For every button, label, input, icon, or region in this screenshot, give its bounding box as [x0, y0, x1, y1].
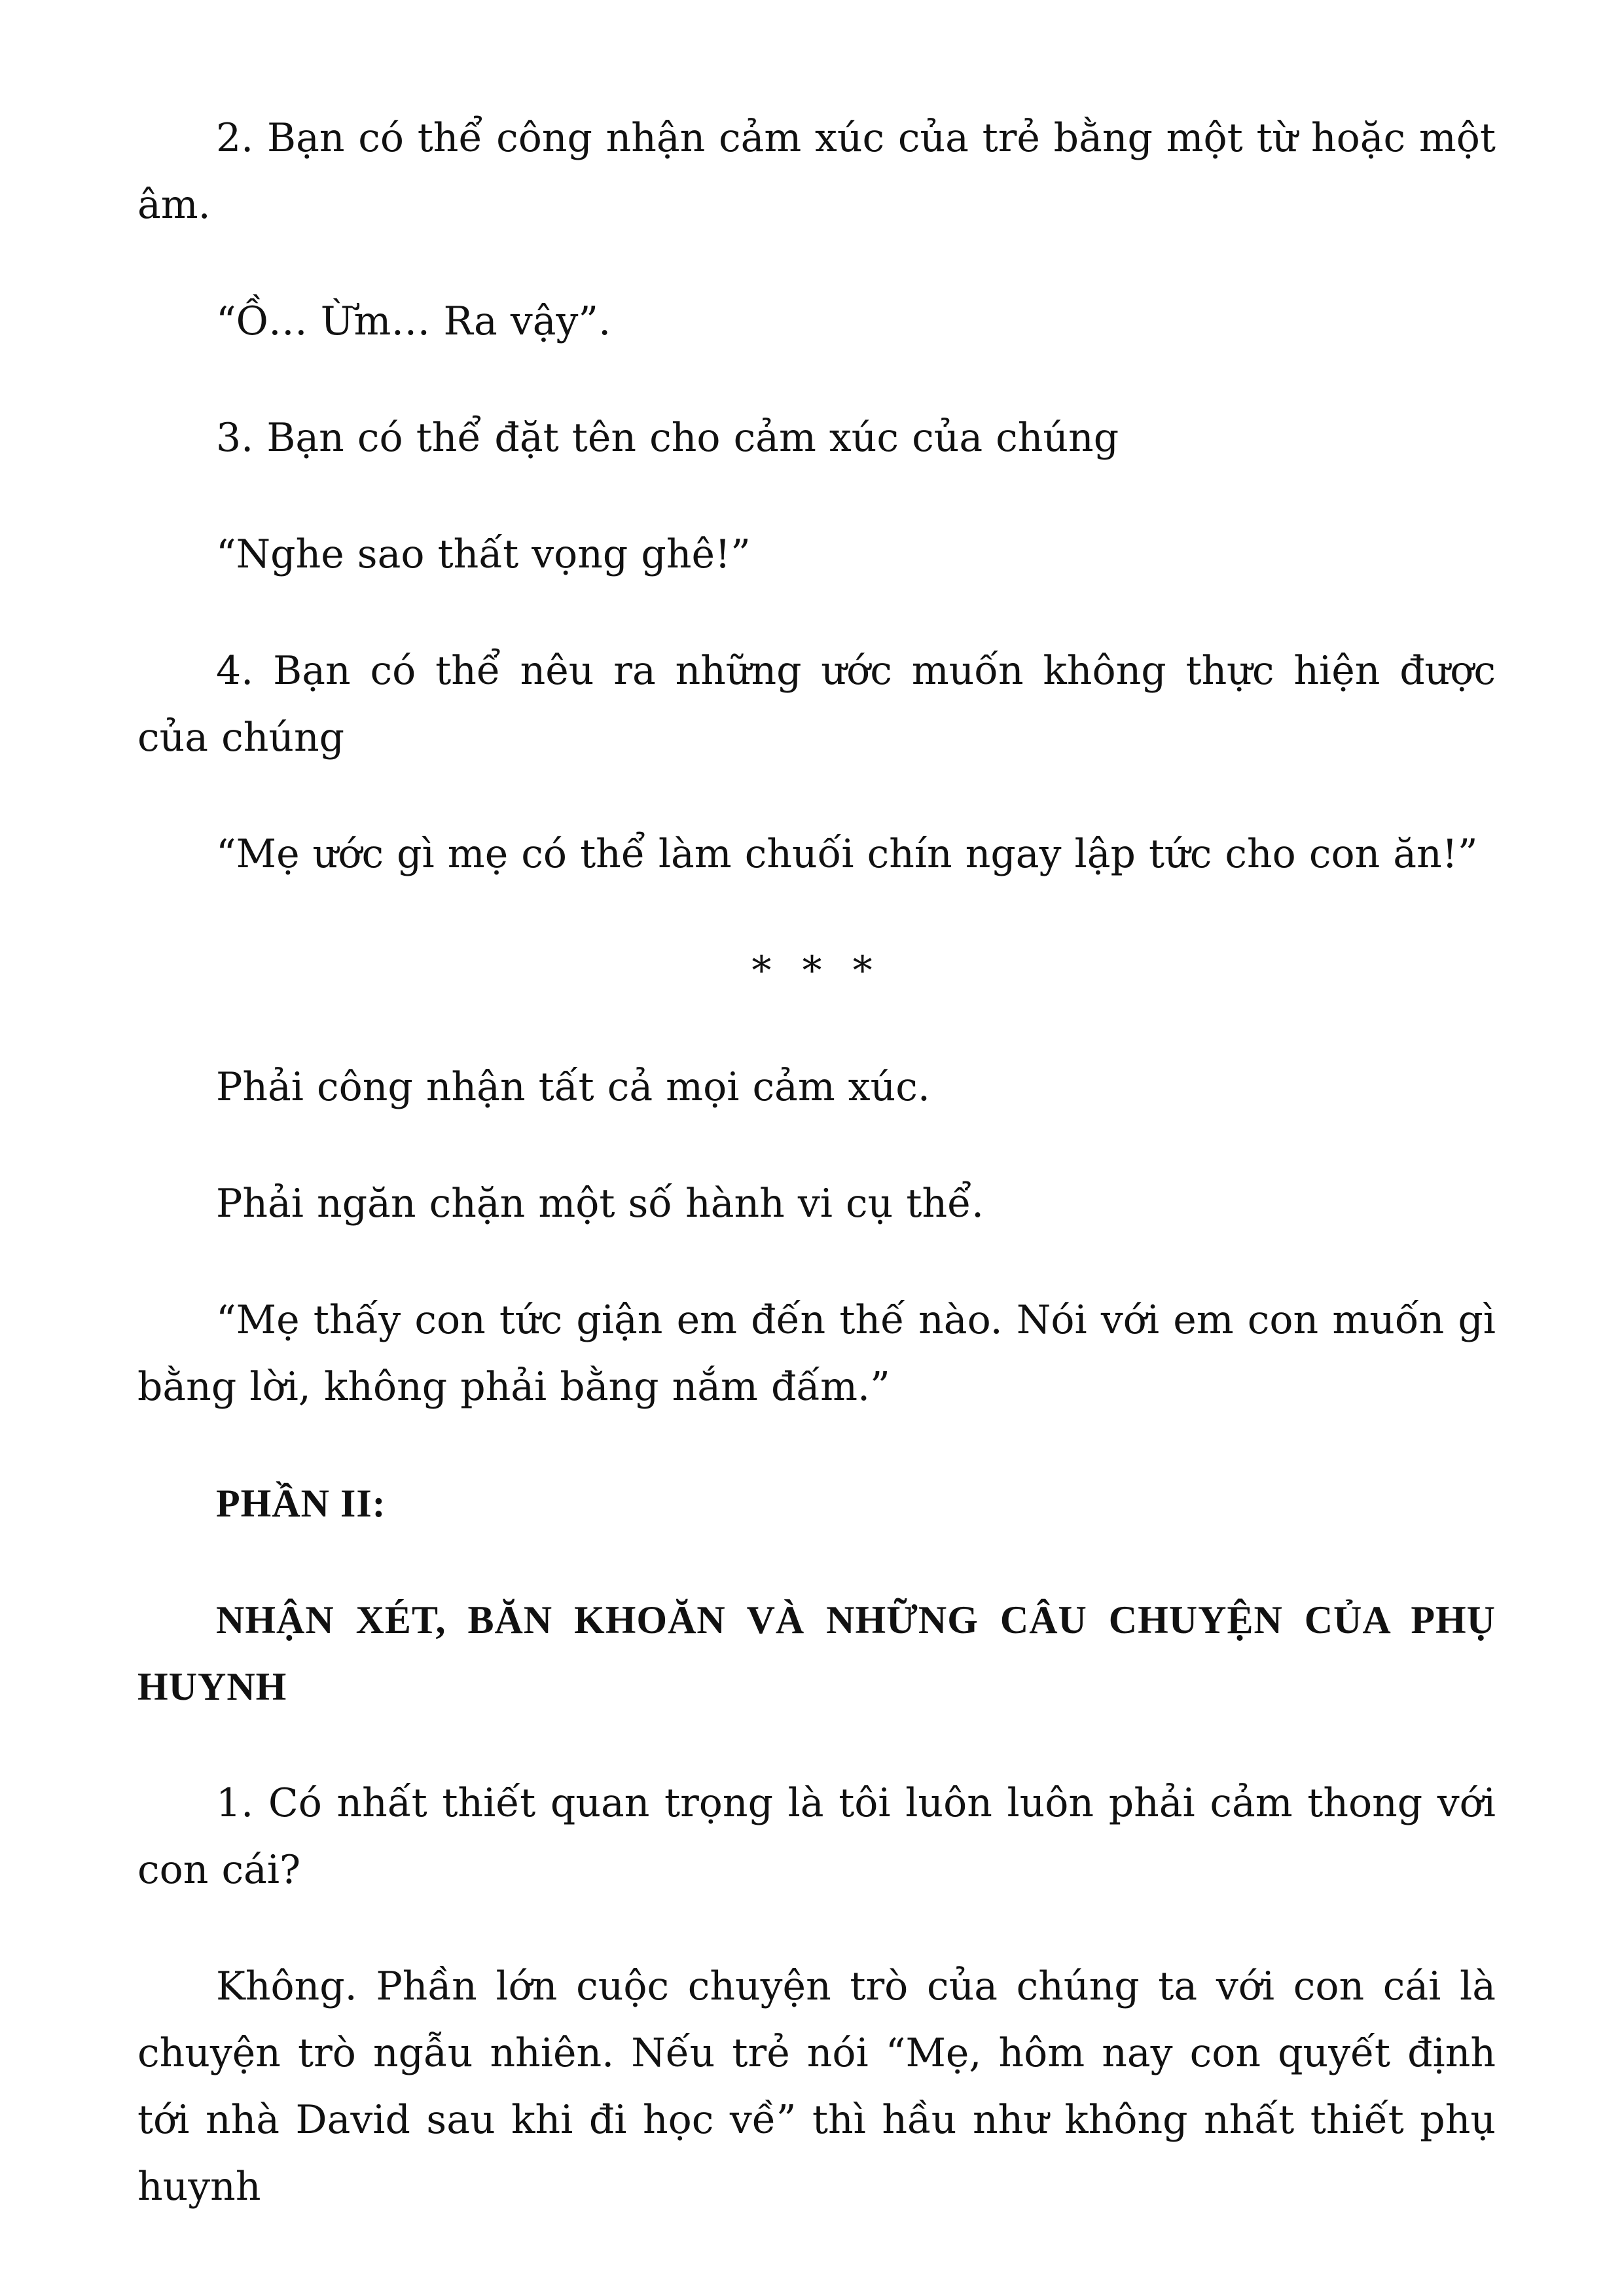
paragraph-quote-2: “Nghe sao thất vọng ghê!” [216, 531, 751, 577]
paragraph-tip-4: 4. Bạn có thể nêu ra những ước muốn không thực hiện được của chúng [137, 648, 1496, 761]
document-page [137, 105, 1496, 2220]
part-heading: PHẦN II: [216, 1482, 386, 1525]
paragraph-tip-2: 2. Bạn có thể công nhận cảm xúc của trẻ bằng một từ hoặc một âm. [137, 115, 1496, 228]
paragraph-quote-3: “Mẹ ước gì mẹ có thể làm chuối chín ngay lập tức cho con ăn!” [216, 831, 1478, 877]
question-1: 1. Có nhất thiết quan trọng là tôi luôn luôn phải cảm thong với con cái? [137, 1780, 1496, 1893]
paragraph-quote-4: “Mẹ thấy con tức giận em đến thế nào. Nói với em con muốn gì bằng lời, không phải bằng nắm đấm.” [137, 1297, 1496, 1410]
answer-1: Không. Phần lớn cuộc chuyện trò của chúng ta với con cái là chuyện trò ngẫu nhiên. Nếu trẻ nói “Mẹ, hôm nay con quyết định tới nhà David sau khi đi học về” thì hầu như không nhất thiết phụ huynh [137, 1964, 1496, 2210]
paragraph-tip-3: 3. Bạn có thể đặt tên cho cảm xúc của chúng [216, 415, 1119, 461]
section-separator: * * * [751, 948, 882, 994]
section-title: NHẬN XÉT, BĂN KHOĂN VÀ NHỮNG CÂU CHUYỆN CỦA PHỤ HUYNH [137, 1598, 1496, 1708]
paragraph-rule-2: Phải ngăn chặn một số hành vi cụ thể. [216, 1181, 984, 1227]
paragraph-quote-1: “Ồ… Ừm… Ra vậy”. [216, 298, 611, 344]
paragraph-rule-1: Phải công nhận tất cả mọi cảm xúc. [216, 1064, 930, 1110]
